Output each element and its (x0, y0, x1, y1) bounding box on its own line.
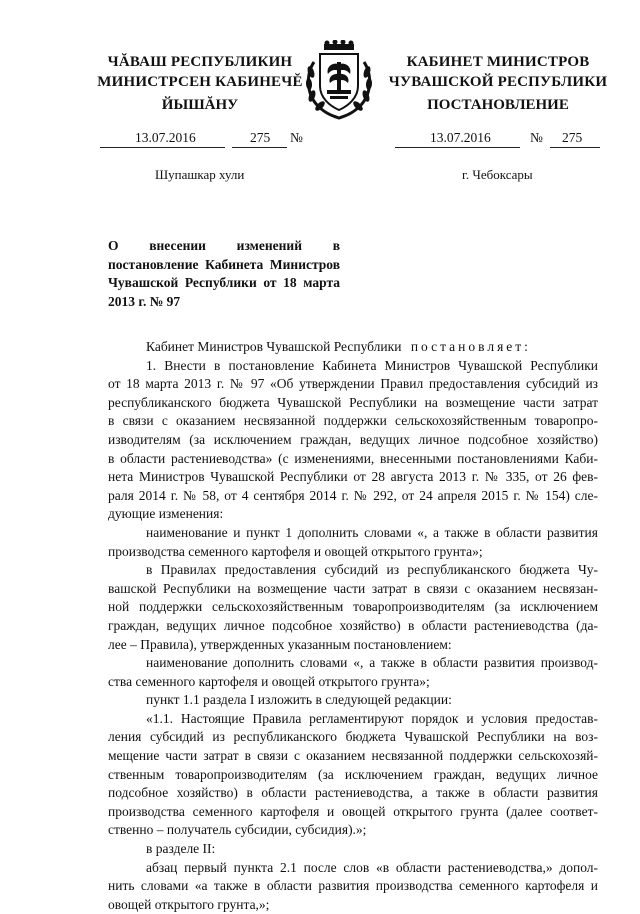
intro-text: Кабинет Министров Чувашской Республики (146, 339, 402, 354)
body-line: ной поддержки сельскохозяйственным товаропроизводителям (за исключением (108, 599, 598, 615)
body-line: овощей открытого грунта,»; (108, 896, 270, 912)
left-org-title (80, 52, 320, 92)
body-line: от 18 марта 2013 г. № 97 «Об утверждении Правил предоставления субсидий из (108, 376, 598, 392)
body-line: ства семенного картофеля и овощей открытого грунта»; (108, 673, 430, 689)
right-doc-kind: ПОСТАНОВЛЕНИЕ (427, 97, 569, 113)
body-line: в области растениеводства» (с изменениями, внесенными постановлениями Каби- (108, 450, 598, 466)
left-org-title-line-1: ЧĂВАШ РЕСПУБЛИКИН (107, 54, 293, 70)
body-line: подсобное хозяйство) в области растениеводства, а также в области развития (108, 785, 598, 801)
left-number-sign: № (290, 130, 303, 145)
right-number-sign: № (530, 130, 543, 145)
body-line: лее – Правила), утвержденных указанным постановлением: (108, 636, 452, 652)
right-number-underline (550, 147, 600, 148)
body-line: наименование дополнить словами «, а также в области развития производ- (146, 655, 598, 671)
body-line: производства семенного картофеля и овощей открытого грунта»; (108, 543, 483, 559)
body-line: вашской Республики на возмещение части затрат в связи с оказанием несвязан- (108, 580, 598, 596)
intro-verb: постановляет: (410, 339, 531, 354)
body-line: пункт 1.1 раздела I изложить в следующей редакции: (146, 692, 452, 708)
body-line: «1.1. Настоящие Правила регламентируют порядок и условия предостав- (146, 710, 598, 726)
right-org-title (378, 52, 618, 92)
right-number: 275 (562, 130, 583, 145)
right-org-title-line-1: КАБИНЕТ МИНИСТРОВ (406, 54, 590, 70)
body-line: производства семенного картофеля и овощей открытого грунта (далее соответ- (108, 803, 598, 819)
document-body (108, 338, 598, 914)
right-city: г. Чебоксары (462, 167, 533, 182)
body-line: раля 2014 г. № 58, от 4 сентября 2014 г. № 292, от 24 апреля 2015 г. № 154) сле- (108, 487, 598, 503)
body-line: ственно – получатель субсидии, субсидия).»; (108, 822, 367, 838)
body-line: в Правилах предоставления субсидий из республиканского бюджета Чу- (146, 562, 598, 578)
body-line: республиканского бюджета Чувашской Республики на возмещение части затрат (108, 394, 598, 410)
body-line: в связи с оказанием несвязанной поддержки сельскохозяйственным товаропро- (108, 413, 598, 429)
right-org-title-line-2: ЧУВАШСКОЙ РЕСПУБЛИКИ (388, 74, 608, 90)
body-line: 1. Внести в постановление Кабинета Министров Чувашской Республики (146, 357, 598, 373)
right-date: 13.07.2016 (430, 130, 491, 145)
right-date-underline (395, 147, 520, 148)
body-line: граждан, ведущих личное подсобное хозяйство) в области растениеводства (да- (108, 617, 598, 633)
left-org-title-line-2: МИНИСТРСЕН КАБИНЕЧĔ (97, 74, 303, 90)
left-number: 275 (250, 130, 271, 145)
left-date: 13.07.2016 (135, 130, 196, 145)
body-line: ления субсидий из республиканского бюджета Чувашской Республики на воз- (108, 729, 598, 745)
body-line: абзац первый пункта 2.1 после слов «в области растениеводства,» допол- (146, 859, 598, 875)
body-line: наименование и пункт 1 дополнить словами «, а также в области развития (146, 524, 598, 540)
left-city: Шупашкар хули (155, 167, 245, 182)
body-line: нета Министров Чувашской Республики от 28 августа 2013 г. № 335, от 26 фев- (108, 469, 598, 485)
body-line: мещение части затрат в связи с оказанием несвязанной поддержки сельскохозяй- (108, 748, 598, 764)
body-line: в разделе II: (146, 841, 216, 857)
body-line: нить словами «а также в области развития производства семенного картофеля и (108, 878, 598, 894)
body-line: ственным товаропроизводителям (за исключением граждан, ведущих личное (108, 766, 598, 782)
body-line: дующие изменения: (108, 506, 224, 522)
document-subject: О внесении изменений в постановление Кабинета Министров Чувашской Республики от 18 марта 2013 г. № 97 (108, 238, 340, 309)
intro-paragraph (108, 338, 598, 357)
left-date-underline (100, 147, 225, 148)
body-line: изводителям (за исключением граждан, ведущих личное подсобное хозяйство) (108, 431, 598, 447)
left-number-underline (232, 147, 287, 148)
left-doc-kind: ЙЫШĂНУ (161, 97, 239, 113)
